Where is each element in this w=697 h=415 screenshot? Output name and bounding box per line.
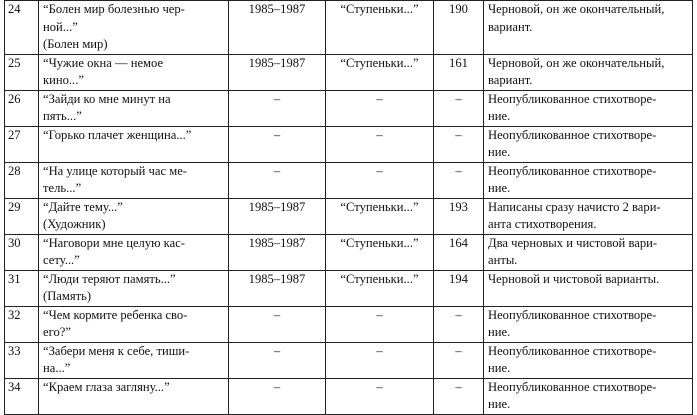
poem-title-line: на...” bbox=[43, 361, 71, 375]
page-value: – bbox=[455, 127, 462, 142]
table-row bbox=[5, 162, 693, 198]
poem-title-cell bbox=[39, 378, 229, 414]
collection-cell bbox=[326, 126, 434, 162]
poem-title-line: (Память) bbox=[43, 289, 92, 303]
row-number: 33 bbox=[8, 343, 21, 358]
years-value: – bbox=[273, 91, 281, 106]
years-cell bbox=[229, 270, 326, 306]
poem-title-line: “Чужие окна — немое bbox=[43, 55, 164, 70]
row-number-cell bbox=[5, 54, 39, 90]
years-value: – bbox=[273, 307, 281, 322]
row-number-cell bbox=[5, 90, 39, 126]
note-line: Неопубликованное стихотворе- bbox=[488, 127, 657, 142]
collection-cell bbox=[326, 90, 434, 126]
row-number: 29 bbox=[8, 199, 21, 214]
years-value: – bbox=[273, 127, 281, 142]
table-row bbox=[5, 90, 693, 126]
years-cell bbox=[229, 198, 326, 234]
row-number-cell bbox=[5, 306, 39, 342]
row-number-cell bbox=[5, 1, 39, 55]
years-cell bbox=[229, 126, 326, 162]
poem-title-cell bbox=[39, 162, 229, 198]
note-line: Неопубликованное стихотворе- bbox=[488, 379, 657, 394]
collection-cell bbox=[326, 162, 434, 198]
years-cell bbox=[229, 90, 326, 126]
poem-title-cell bbox=[39, 342, 229, 378]
poem-title-line: “Дайте тему...” bbox=[43, 199, 123, 214]
page-cell bbox=[434, 54, 484, 90]
row-number: 31 bbox=[8, 271, 21, 286]
page-cell bbox=[434, 126, 484, 162]
row-number: 27 bbox=[8, 127, 21, 142]
poem-title-line: “Зайди ко мне минут на bbox=[43, 91, 171, 106]
collection-cell bbox=[326, 270, 434, 306]
table-row bbox=[5, 54, 693, 90]
poem-title-line: (Болен мир) bbox=[43, 37, 108, 51]
years-value: 1985–1987 bbox=[248, 199, 306, 214]
collection-cell bbox=[326, 198, 434, 234]
row-number-cell bbox=[5, 198, 39, 234]
collection-value: – bbox=[376, 343, 383, 358]
note-line: Черновой, он же окончательный, bbox=[488, 55, 665, 70]
row-number: 24 bbox=[8, 2, 21, 16]
page-value: 193 bbox=[449, 199, 468, 214]
page-value: 194 bbox=[449, 271, 468, 286]
table-row bbox=[5, 270, 693, 306]
row-number: 34 bbox=[8, 379, 21, 394]
page-cell bbox=[434, 234, 484, 270]
collection-value: “Ступеньки...” bbox=[340, 55, 419, 70]
table-body bbox=[5, 1, 693, 415]
table-row bbox=[5, 198, 693, 234]
collection-cell bbox=[326, 54, 434, 90]
table-row bbox=[5, 1, 693, 55]
collection-cell bbox=[326, 306, 434, 342]
row-number-cell bbox=[5, 234, 39, 270]
years-value: 1985–1987 bbox=[248, 271, 306, 286]
page-cell bbox=[434, 306, 484, 342]
note-line: ние. bbox=[488, 109, 511, 123]
collection-value: – bbox=[376, 307, 383, 322]
note-line: ние. bbox=[488, 397, 511, 411]
poem-title-line: “Краем глаза загляну...” bbox=[43, 379, 170, 394]
poem-title-line: “Горько плачет женщина...” bbox=[43, 127, 192, 142]
page-value: 190 bbox=[449, 2, 468, 16]
page-value: – bbox=[455, 307, 462, 322]
collection-value: “Ступеньки...” bbox=[340, 199, 419, 214]
years-cell bbox=[229, 342, 326, 378]
note-line: Черновой, он же окончательный, bbox=[488, 2, 665, 16]
poem-title-cell bbox=[39, 198, 229, 234]
page-cell bbox=[434, 198, 484, 234]
note-line: Неопубликованное стихотворе- bbox=[488, 343, 657, 358]
collection-value: – bbox=[376, 91, 383, 106]
years-value: – bbox=[273, 343, 281, 358]
note-cell bbox=[484, 1, 693, 55]
years-value: – bbox=[273, 379, 281, 394]
years-cell bbox=[229, 1, 326, 55]
collection-value: “Ступеньки...” bbox=[340, 2, 419, 16]
poem-title-cell bbox=[39, 1, 229, 55]
collection-value: “Ступеньки...” bbox=[340, 271, 419, 286]
row-number: 30 bbox=[8, 235, 21, 250]
row-number-cell bbox=[5, 342, 39, 378]
poem-title-line: (Художник) bbox=[43, 217, 106, 231]
note-cell bbox=[484, 198, 693, 234]
table-row bbox=[5, 126, 693, 162]
poem-title-line: “Забери меня к себе, тиши- bbox=[43, 343, 190, 358]
years-cell bbox=[229, 162, 326, 198]
poem-title-line: “Чем кормите ребенка сво- bbox=[43, 307, 188, 322]
collection-value: “Ступеньки...” bbox=[340, 235, 419, 250]
poem-catalog-table bbox=[4, 0, 693, 415]
poem-title-cell bbox=[39, 306, 229, 342]
row-number: 25 bbox=[8, 55, 21, 70]
note-cell bbox=[484, 90, 693, 126]
row-number-cell bbox=[5, 126, 39, 162]
row-number: 32 bbox=[8, 307, 21, 322]
years-value: 1985–1987 bbox=[248, 55, 306, 70]
poem-title-cell bbox=[39, 234, 229, 270]
table-row bbox=[5, 306, 693, 342]
poem-title-line: “На улице который час ме- bbox=[43, 163, 187, 178]
row-number-cell bbox=[5, 162, 39, 198]
page-cell bbox=[434, 342, 484, 378]
collection-cell bbox=[326, 378, 434, 414]
note-cell bbox=[484, 54, 693, 90]
note-cell bbox=[484, 342, 693, 378]
note-cell bbox=[484, 162, 693, 198]
page-value: – bbox=[455, 379, 462, 394]
years-cell bbox=[229, 54, 326, 90]
note-line: анта стихотворения. bbox=[488, 217, 597, 231]
row-number: 28 bbox=[8, 163, 21, 178]
note-cell bbox=[484, 270, 693, 306]
note-line: ние. bbox=[488, 325, 511, 339]
note-cell bbox=[484, 234, 693, 270]
page-cell bbox=[434, 90, 484, 126]
note-line: Черновой и чистовой варианты. bbox=[488, 271, 660, 286]
poem-title-cell bbox=[39, 270, 229, 306]
poem-title-line: “Люди теряют память...” bbox=[43, 271, 176, 286]
collection-cell bbox=[326, 342, 434, 378]
note-line: ние. bbox=[488, 145, 511, 159]
note-line: вариант. bbox=[488, 73, 533, 87]
page-cell bbox=[434, 378, 484, 414]
note-cell bbox=[484, 378, 693, 414]
poem-title-cell bbox=[39, 54, 229, 90]
poem-title-cell bbox=[39, 126, 229, 162]
note-line: Неопубликованное стихотворе- bbox=[488, 163, 657, 178]
note-line: Неопубликованное стихотворе- bbox=[488, 91, 657, 106]
page-cell bbox=[434, 270, 484, 306]
row-number: 26 bbox=[8, 91, 21, 106]
collection-value: – bbox=[376, 379, 383, 394]
table-row bbox=[5, 378, 693, 414]
page-value: 164 bbox=[449, 235, 468, 250]
note-line: ние. bbox=[488, 361, 511, 375]
note-cell bbox=[484, 306, 693, 342]
collection-value: – bbox=[376, 127, 383, 142]
note-cell bbox=[484, 126, 693, 162]
row-number-cell bbox=[5, 270, 39, 306]
years-cell bbox=[229, 306, 326, 342]
note-line: Два черновых и чистовой вари- bbox=[488, 235, 658, 250]
years-value: – bbox=[273, 163, 281, 178]
years-cell bbox=[229, 378, 326, 414]
note-line: ние. bbox=[488, 181, 511, 195]
poem-title-line: сету...” bbox=[43, 253, 80, 267]
poem-title-cell bbox=[39, 90, 229, 126]
page-cell bbox=[434, 162, 484, 198]
collection-cell bbox=[326, 234, 434, 270]
note-line: Написаны сразу начисто 2 вари- bbox=[488, 199, 661, 214]
table-row bbox=[5, 342, 693, 378]
page-value: 161 bbox=[449, 55, 468, 70]
years-cell bbox=[229, 234, 326, 270]
note-line: анты. bbox=[488, 253, 518, 267]
poem-title-line: его?” bbox=[43, 325, 71, 339]
poem-title-line: “Наговори мне целую кас- bbox=[43, 235, 185, 250]
years-value: 1985–1987 bbox=[248, 2, 306, 16]
poem-title-line: ной...” bbox=[43, 19, 78, 34]
poem-title-line: кино...” bbox=[43, 73, 84, 87]
collection-value: – bbox=[376, 163, 383, 178]
row-number-cell bbox=[5, 378, 39, 414]
poem-title-line: тель...” bbox=[43, 181, 82, 195]
poem-title-line: пять...” bbox=[43, 109, 82, 123]
page-value: – bbox=[455, 343, 462, 358]
table-row bbox=[5, 234, 693, 270]
note-line: вариант. bbox=[488, 19, 533, 34]
page-cell bbox=[434, 1, 484, 55]
note-line: Неопубликованное стихотворе- bbox=[488, 307, 657, 322]
years-value: 1985–1987 bbox=[248, 235, 306, 250]
page-value: – bbox=[455, 163, 462, 178]
page-value: – bbox=[455, 91, 462, 106]
poem-title-line: “Болен мир болезнью чер- bbox=[43, 2, 185, 16]
collection-cell bbox=[326, 1, 434, 55]
